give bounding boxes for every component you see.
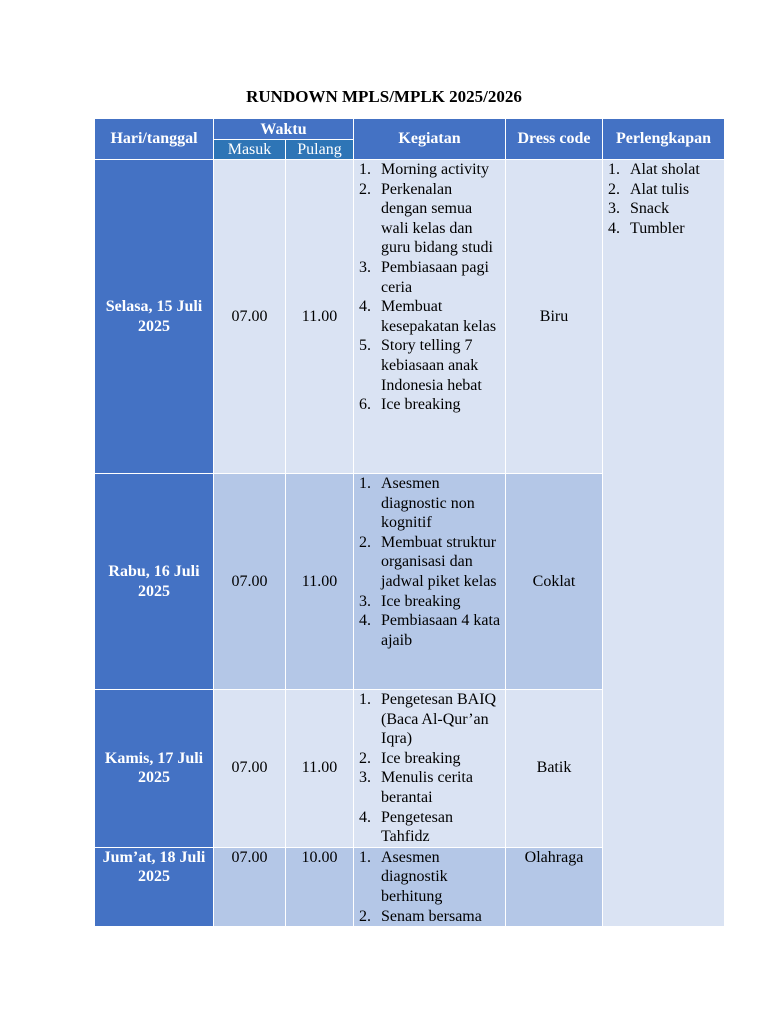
- activity-cell: [354, 474, 506, 690]
- list-item: 2. Membuat struktur organisasi dan jadwal piket kelas: [359, 533, 497, 590]
- list-item: 1. Asesmen diagnostic non kognitif: [359, 475, 475, 532]
- equipment-list: [603, 160, 724, 238]
- list-item: 6. Ice breaking: [359, 396, 461, 414]
- list-item: 4. Pembiasaan 4 kata ajaib: [359, 612, 501, 649]
- day-cell: Selasa, 15 Juli 2025: [95, 160, 214, 474]
- day-cell: Jum’at, 18 Juli 2025: [95, 847, 214, 926]
- list-item: 2. Alat tulis: [608, 180, 690, 198]
- header-equipment: Perlengkapan: [603, 119, 725, 160]
- day-cell: Kamis, 17 Juli 2025: [95, 690, 214, 848]
- time-out-cell: 11.00: [286, 690, 354, 848]
- list-item: 2. Perkenalan dengan semua wali kelas dan guru bidang studi: [359, 180, 493, 257]
- header-dress-code: Dress code: [506, 119, 603, 160]
- list-item: 3. Ice breaking: [359, 592, 461, 610]
- time-in-cell: 07.00: [214, 847, 286, 926]
- list-item: 4. Pengetesan Tahfidz: [359, 808, 453, 846]
- equipment-cell: [603, 160, 725, 927]
- list-item: 2. Senam bersama: [359, 907, 482, 925]
- day-cell: Rabu, 16 Juli 2025: [95, 474, 214, 690]
- list-item: 5. Story telling 7 kebiasaan anak Indonesia hebat: [359, 337, 482, 394]
- activity-cell: [354, 160, 506, 474]
- activity-list: [354, 160, 505, 415]
- time-out-cell: 10.00: [286, 847, 354, 926]
- rundown-table: [94, 118, 725, 927]
- activity-list: [354, 848, 505, 926]
- table-row: [95, 160, 725, 474]
- header-activity: Kegiatan: [354, 119, 506, 160]
- activity-list: [354, 474, 505, 650]
- list-item: 3. Snack: [608, 200, 670, 218]
- time-in-cell: 07.00: [214, 690, 286, 848]
- header-time-out: Pulang: [286, 140, 354, 160]
- header-day: Hari/tanggal: [95, 119, 214, 160]
- time-in-cell: 07.00: [214, 160, 286, 474]
- dress-code-cell: Batik: [506, 690, 603, 848]
- time-out-cell: 11.00: [286, 474, 354, 690]
- list-item: 1. Asesmen diagnostik berhitung: [359, 848, 448, 905]
- time-out-cell: 11.00: [286, 160, 354, 474]
- list-item: 4. Tumbler: [608, 219, 685, 237]
- list-item: 1. Alat sholat: [608, 161, 700, 178]
- document-title: RUNDOWN MPLS/MPLK 2025/2026: [246, 87, 522, 106]
- activity-cell: [354, 847, 506, 926]
- list-item: 3. Pembiasaan pagi ceria: [359, 258, 489, 296]
- header-time: Waktu: [214, 119, 354, 140]
- dress-code-cell: Coklat: [506, 474, 603, 690]
- time-in-cell: 07.00: [214, 474, 286, 690]
- list-item: 1. Pengetesan BAIQ (Baca Al-Qur’an Iqra): [359, 691, 497, 748]
- activity-cell: [354, 690, 506, 848]
- list-item: 3. Menulis cerita berantai: [359, 769, 473, 806]
- list-item: 4. Membuat kesepakatan kelas: [359, 298, 497, 335]
- activity-list: [354, 690, 505, 847]
- header-time-in: Masuk: [214, 140, 286, 160]
- list-item: 1. Morning activity: [359, 161, 489, 178]
- list-item: 2. Ice breaking: [359, 749, 461, 767]
- dress-code-cell: Biru: [506, 160, 603, 474]
- dress-code-cell: Olahraga: [506, 847, 603, 926]
